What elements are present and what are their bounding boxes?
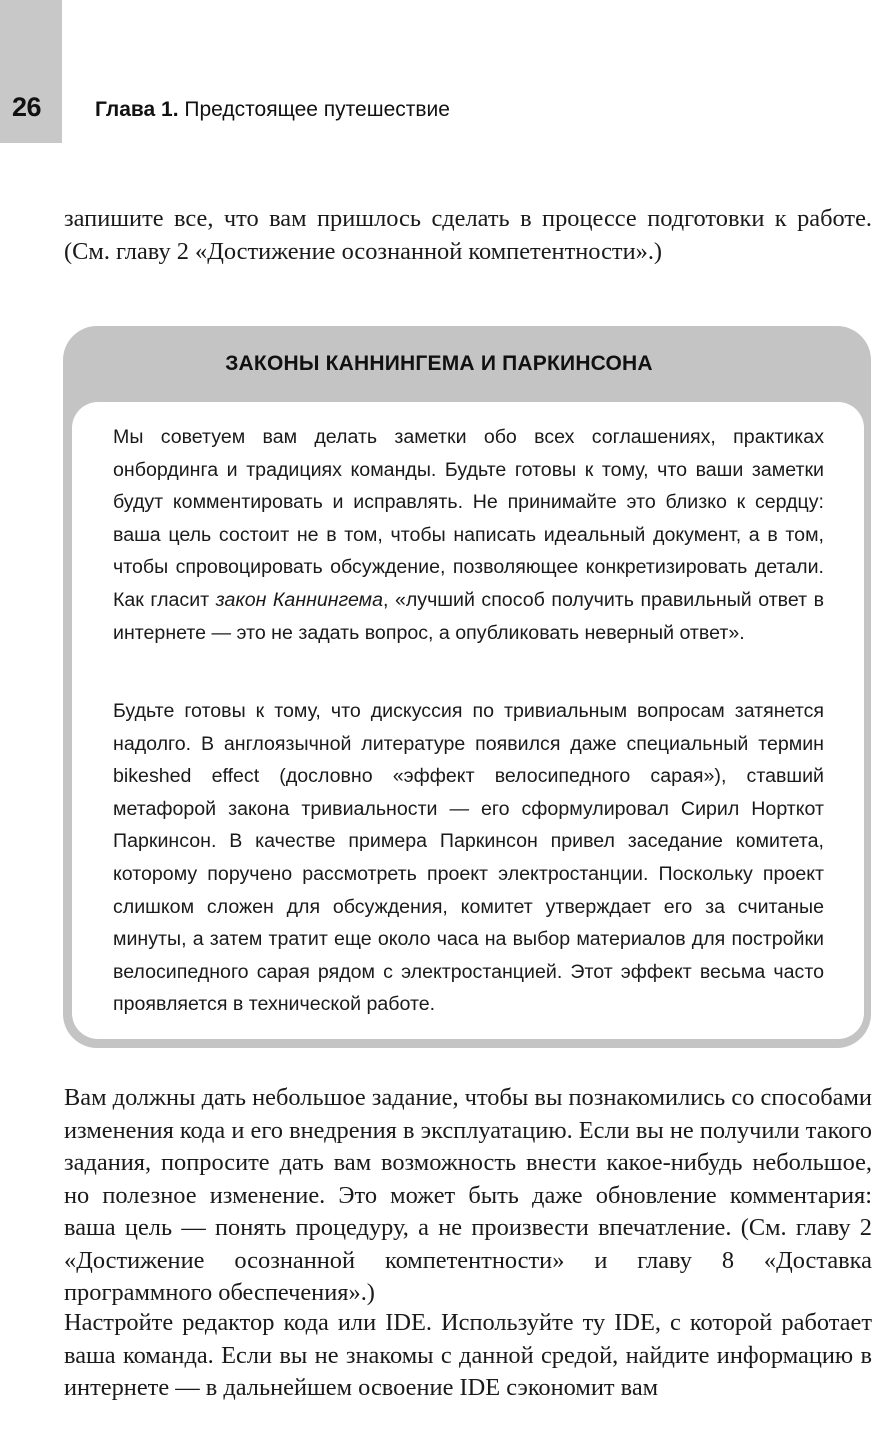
sidebar-paragraph-2: Будьте готовы к тому, что дискуссия по тривиальным вопросам затянется надолго. В англоязычной литературе появился даже специальный термин bikeshed effect (дословно «эффект велосипедного сарая»), ставший метафорой закона тривиальности — его сформулировал Сирил Норткот Паркинсон. В качестве примера Паркинсон привел заседание комитета, которому поручено рассмотреть проект электростанции. Поскольку проект слишком сложен для обсуждения, комитет утверждает его за считаные минуты, а затем тратит еще около часа на выбор материалов для постройки велосипедного сарая рядом с электростанцией. Этот эффект весьма часто проявляется в технической работе. (113, 700, 824, 1016)
sidebar-paragraph-1-text-b: , «лучший способ получить правильный ответ в интернете — это не задать вопрос, а опубликовать неверный ответ». (113, 588, 824, 644)
sidebar-paragraph-1-text-a: Мы советуем вам делать заметки обо всех соглашениях, практиках онбординга и традициях команды. Будьте готовы к тому, что ваши заметки будут комментировать и исправлять. Не принимайте это близко к сердцу: ваша цель состоит не в том, чтобы написать идеальный документ, а в том, чтобы спровоцировать обсуждение, позволяющее конкретизировать детали. Как гласит (113, 426, 824, 611)
chapter-label: Глава 1. (95, 98, 179, 121)
chapter-title: Предстоящее путешествие (184, 98, 450, 121)
body-paragraph-1: Вам должны дать небольшое задание, чтобы вы познакомились со способами изменения кода и его внедрения в эксплуатацию. Если вы не получили такого задания, попросите дать вам возможность внести какое-нибудь небольшое, но полезное изменение. Это может быть даже обновление комментария: ваша цель — понять процедуру, а не произвести впечатление. (См. главу 2 «Достижение осознанной компетентности» и главу 8 «Доставка программного обеспечения».) (64, 1084, 872, 1306)
sidebar-paragraph-1 (113, 421, 824, 649)
page-number: 26 (12, 92, 42, 122)
running-head (95, 98, 450, 122)
body-paragraph-intro: запишите все, что вам пришлось сделать в процессе подготовки к работе. (См. главу 2 «Достижение осознанной компетентности».) (64, 205, 872, 265)
body-paragraph-2: Настройте редактор кода или IDE. Используйте ту IDE, с которой работает ваша команда. Если вы не знакомы с данной средой, найдите информацию в интернете — в дальнейшем освоение IDE сэкономит вам (64, 1309, 872, 1401)
sidebar-title: ЗАКОНЫ КАННИНГЕМА И ПАРКИНСОНА (225, 352, 653, 375)
cunningham-law-term: закон Каннингема (215, 588, 384, 611)
